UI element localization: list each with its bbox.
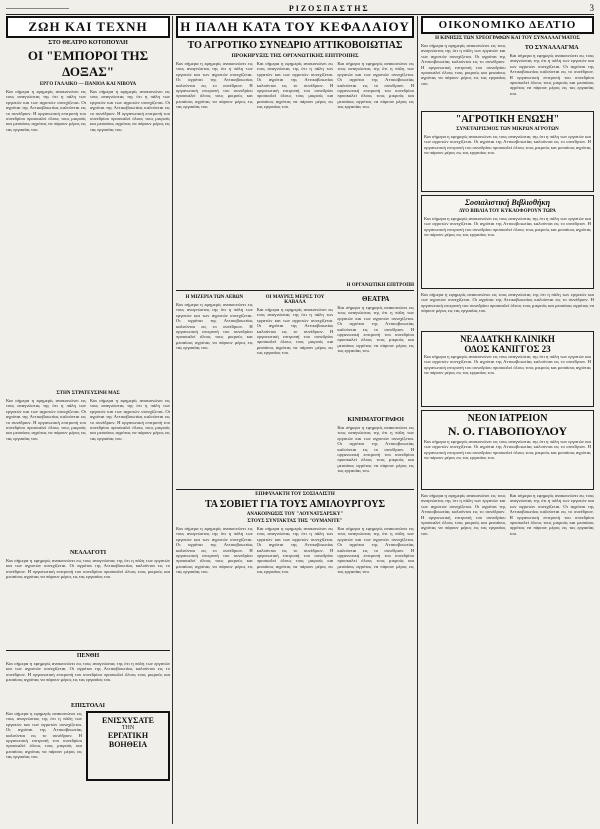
ad-iatreion: [421, 410, 594, 490]
right-bottom-text-1: Και σήμερα η εφημερίς ανακοινώνει εις τους αναγνώστας της ότι η πάλη των εργατών και των αγροτών συνεχίζεται. Οι αγρόται της Αττικοβοιωτίας καλούνται εις το συνέδριον. Η οργανωτική επιτροπή του συνεδρίου προσκαλεί όλους τους μικρούς και μεσαίους αγρότας να πάρουν μέρος εις τας εργασίας του.: [421, 493, 506, 536]
ad-clinic-sub: ΟΔΟΣ ΚΑΝΙΓΓΟΣ 23: [464, 344, 551, 354]
neagoti-text: Και σήμερα η εφημερίς ανακοινώνει εις τους αναγνώστας της ότι η πάλη των εργατών και των αγροτών συνεχίζεται. Οι αγρόται της Αττικοβοιωτίας καλούνται εις το συνέδριον. Η οργανωτική επιτροπή του συνεδρίου προσκαλεί όλους τους μικρούς και μεσαίους αγρότας να πάρουν μέρος εις τας εργασίας του.: [6, 558, 170, 580]
left-headline: ΟΙ "ΕΜΠΟΡΟΙ ΤΗΣ ΔΟΞΑΣ": [27, 48, 149, 79]
left-byline: ΕΡΓΟ ΓΑΛΛΙΚΟ — ΠΑΝΙΟΛ ΚΑΙ ΝΙΒΟΥΑ: [39, 82, 137, 87]
ad-clinic: [421, 331, 594, 407]
right-subhead: Η ΚΙΝΗΣΙΣ ΤΩΝ ΧΡΕΟΓΡΑΦΩΝ ΚΑΙ ΤΟΥ ΣΥΝΑΛΛΑΓΜΑΤΟΣ: [435, 36, 580, 41]
center-text-1: Και σήμερα η εφημερίς ανακοινώνει εις τους αναγνώστας της ότι η πάλη των εργατών και των αγροτών συνεχίζεται. Οι αγρόται της Αττικοβοιωτίας καλούνται εις το συνέδριον. Η οργανωτική επιτροπή του συνεδρίου προσκαλεί όλους τους μικρούς και μεσαίους αγρότας να πάρουν μέρος εις τας εργασίας του.: [176, 61, 253, 110]
center-text-3: Και σήμερα η εφημερίς ανακοινώνει εις τους αναγνώστας της ότι η πάλη των εργατών και των αγροτών συνεχίζεται. Οι αγρόται της Αττικοβοιωτίας καλούνται εις το συνέδριον. Η οργανωτική επιτροπή του συνεδρίου προσκαλεί όλους τους μικρούς και μεσαίους αγρότας να πάρουν μέρος εις τας εργασίας του.: [337, 61, 415, 110]
divider-right: [417, 16, 418, 824]
ad-library-title: Σοσιαλιστική Βιβλιοθήκη: [464, 198, 550, 207]
left-section-header: ΖΩΗ ΚΑΙ ΤΕΧΝΗ: [6, 16, 170, 38]
ad-library-text: Και σήμερα η εφημερίς ανακοινώνει εις τους αναγνώστας της ότι η πάλη των εργατών και των αγροτών συνεχίζεται. Οι αγρόται της Αττικοβοιωτίας καλούνται εις το συνέδριον. Η οργανωτική επιτροπή του συνεδρίου προσκαλεί όλους τους μικρούς και μεσαίους αγρότας να πάρουν μέρος εις τας εργασίας του.: [424, 216, 591, 238]
left-rule: [6, 650, 170, 651]
ad-library: [421, 195, 594, 289]
ad-agrotiki-title: "ΑΓΡΟΤΙΚΗ ΕΝΩΣΗ": [455, 114, 560, 125]
ad-iatreion-text: Και σήμερα η εφημερίς ανακοινώνει εις τους αναγνώστας της ότι η πάλη των εργατών και των αγροτών συνεχίζεται. Οι αγρόται της Αττικοβοιωτίας καλούνται εις το συνέδριον. Η οργανωτική επιτροπή του συνεδρίου προσκαλεί όλους τους μικρούς και μεσαίους αγρότας να πάρουν μέρος εις τας εργασίας του.: [424, 439, 591, 461]
story3-text: Και σήμερα η εφημερίς ανακοινώνει εις τους αναγνώστας της ότι η πάλη των εργατών και των αγροτών συνεχίζεται. Οι αγρόται της Αττικοβοιωτίας καλούνται εις το συνέδριον. Η οργανωτική επιτροπή του συνεδρίου προσκαλεί όλους τους μικρούς και μεσαίους αγρότας να πάρουν μέρος εις τας εργασίας του.: [256, 307, 334, 356]
support-ad-line3: ΕΡΓΑΤΙΚΗ: [107, 731, 149, 740]
poem-title: ΣΤΗΝ ΣΤΡΑΤΕΥΣΙΝΗ ΜΑΣ: [56, 391, 120, 396]
left-column: [6, 16, 170, 821]
sports-text: Και σήμερα η εφημερίς ανακοινώνει εις τους αναγνώστας της ότι η πάλη των εργατών και των αγροτών συνεχίζεται. Οι αγρόται της Αττικοβοιωτίας καλούνται εις το συνέδριον. Η οργανωτική επιτροπή του συνεδρίου προσκαλεί όλους τους μικρούς και μεσαίους αγρότας να πάρουν μέρος εις τας εργασίας του.: [6, 661, 170, 683]
bottom-subhead2: ΣΤΟΥΣ ΣΥΝΤΑΚΤΑΣ ΤΗΣ "ΟΥΜΑΝΙΤΕ": [247, 519, 343, 524]
center-rule-1: [176, 290, 414, 291]
left-article: [6, 89, 170, 389]
right-finance-text: [421, 43, 594, 108]
right-section-header: ΟΙΚΟΝΟΜΙΚΟ ΔΕΛΤΙΟ: [421, 16, 594, 34]
finance-text-1: Και σήμερα η εφημερίς ανακοινώνει εις τους αναγνώστας της ότι η πάλη των εργατών και των αγροτών συνεχίζεται. Οι αγρόται της Αττικοβοιωτίας καλούνται εις το συνέδριον. Η οργανωτική επιτροπή του συνεδρίου προσκαλεί όλους τους μικρούς και μεσαίους αγρότας να πάρουν μέρος εις τας εργασίας του.: [421, 43, 506, 86]
center-column: [176, 16, 414, 621]
letters-header: ΕΠΙΣΤΟΛΑΙ: [70, 703, 106, 709]
support-ad-line1: ΕΝΙΣΧΥΣΑΤΕ: [102, 716, 154, 725]
center-signature: Η ΟΡΓΑΝΩΤΙΚΗ ΕΠΙΤΡΟΠΗ: [346, 283, 414, 288]
center-rule-2: [176, 489, 414, 490]
left-bottom: [6, 711, 170, 821]
left-lower-text-1: Και σήμερα η εφημερίς ανακοινώνει εις τους αναγνώστας της ότι η πάλη των εργατών και των αγροτών συνεχίζεται. Οι αγρόται της Αττικοβοιωτίας καλούνται εις το συνέδριον. Η οργανωτική επιτροπή του συνεδρίου προσκαλεί όλους τους μικρούς και μεσαίους αγρότας να πάρουν μέρος εις τας εργασίας του.: [6, 398, 86, 441]
story3-title: ΟΙ ΜΑΥΡΕΣ ΜΕΡΕΣ ΤΟΥ ΚΑΒΑΛΑ: [265, 295, 325, 305]
left-kicker: ΣΤΟ ΘΕΑΤΡΟ ΚΟΤΟΠΟΥΛΗ: [48, 40, 128, 46]
ad-iatreion-name: Ν. Ο. ΓΙΑΒΟΠΟΥΛΟΥ: [447, 424, 568, 438]
left-bottom-text: Και σήμερα η εφημερίς ανακοινώνει εις τους αναγνώστας της ότι η πάλη των εργατών και των αγροτών συνεχίζεται. Οι αγρόται της Αττικοβοιωτίας καλούνται εις το συνέδριον. Η οργανωτική επιτροπή του συνεδρίου προσκαλεί όλους τους μικρούς και μεσαίους αγρότας να πάρουν μέρος εις τας εργασίας του.: [6, 711, 82, 760]
left-article-text-1: Και σήμερα η εφημερίς ανακοινώνει εις τους αναγνώστας της ότι η πάλη των εργατών και των αγροτών συνεχίζεται. Οι αγρόται της Αττικοβοιωτίας καλούνται εις το συνέδριον. Η οργανωτική επιτροπή του συνεδρίου προσκαλεί όλους τους μικρούς και μεσαίους αγρότας να πάρουν μέρος εις τας εργασίας του.: [6, 89, 86, 132]
ad-library-sub: ΔΥΟ ΒΙΒΛΙΑ ΤΟΥ ΚΥΚΛΟΦΟΡΟΥΝ ΤΩΡΑ: [459, 209, 556, 214]
divider-left: [172, 16, 173, 824]
cinema-header: ΚΙΝΗΜΑΤΟΓΡΑΦΟΙ: [347, 417, 404, 423]
bottom-subhead: ΑΝΑΚΟΙΝΩΣΙΣ ΤΟΥ "ΛΟΥΝΑΤΣΑΡΣΚΥ": [246, 512, 344, 517]
ad-agrotiki: [421, 111, 594, 192]
bottom-text-2: Και σήμερα η εφημερίς ανακοινώνει εις τους αναγνώστας της ότι η πάλη των εργατών και των αγροτών συνεχίζεται. Οι αγρόται της Αττικοβοιωτίας καλούνται εις το συνέδριον. Η οργανωτική επιτροπή του συνεδρίου προσκαλεί όλους τους μικρούς και μεσαίους αγρότας να πάρουν μέρος εις τας εργασίας του.: [256, 526, 334, 575]
fx-text: Και σήμερα η εφημερίς ανακοινώνει εις τους αναγνώστας της ότι η πάλη των εργατών και των αγροτών συνεχίζεται. Οι αγρόται της Αττικοβοιωτίας καλούνται εις το συνέδριον. Η οργανωτική επιτροπή του συνεδρίου προσκαλεί όλους τους μικρούς και μεσαίους αγρότας να πάρουν μέρος εις τας εργασίας του.: [509, 53, 594, 96]
ad-clinic-title: ΝΕΑ ΔΑΤΚΗ ΚΛΙΝΙΚΗ: [460, 334, 555, 344]
support-ad-line2: ΤΗΝ: [121, 725, 135, 731]
sports-header: ΠΕΝΘΗ: [76, 653, 100, 659]
left-lower-text-2: Και σήμερα η εφημερίς ανακοινώνει εις τους αναγνώστας της ότι η πάλη των εργατών και των αγροτών συνεχίζεται. Οι αγρόται της Αττικοβοιωτίας καλούνται εις το συνέδριον. Η οργανωτική επιτροπή του συνεδρίου προσκαλεί όλους τους μικρούς και μεσαίους αγρότας να πάρουν μέρος εις τας εργασίας του.: [90, 398, 170, 441]
center-headline: ΤΟ ΑΓΡΟΤΙΚΟ ΣΥΝΕΔΡΙΟ ΑΤΤΙΚΟΒΟΙΩΤΙΑΣ: [187, 40, 403, 51]
theatre-text: Και σήμερα η εφημερίς ανακοινώνει εις τους αναγνώστας της ότι η πάλη των εργατών και των αγροτών συνεχίζεται. Οι αγρόται της Αττικοβοιωτίας καλούνται εις το συνέδριον. Η οργανωτική επιτροπή του συνεδρίου προσκαλεί όλους τους μικρούς και μεσαίους αγρότας να πάρουν μέρος εις τας εργασίας του.: [337, 305, 415, 354]
support-ad-box: [86, 711, 170, 781]
support-ad-line4: ΒΟΗΘΕΙΑ: [108, 740, 148, 749]
story2-title: Η ΜΙΖΕΡΙΑ ΤΩΝ ΛΕΒΩΝ: [185, 295, 244, 300]
notice-text: Και σήμερα η εφημερίς ανακοινώνει εις τους αναγνώστας της ότι η πάλη των εργατών και των αγροτών συνεχίζεται. Οι αγρόται της Αττικοβοιωτίας καλούνται εις το συνέδριον. Η οργανωτική επιτροπή του συνεδρίου προσκαλεί όλους τους μικρούς και μεσαίους αγρότας να πάρουν μέρος εις τας εργασίας του.: [421, 292, 594, 314]
right-bottom-text: [421, 493, 594, 583]
neagoti-header: ΝΕΑΛΑΓΟΤΙ: [69, 550, 107, 556]
bottom-headline: ΤΑ ΣΟΒΙΕΤ ΓΙΑ ΤΟΥΣ ΑΜΙΛΟΥΡΓΟΥΣ: [205, 499, 385, 510]
cinema-text: Και σήμερα η εφημερίς ανακοινώνει εις τους αναγνώστας της ότι η πάλη των εργατών και των αγροτών συνεχίζεται. Οι αγρόται της Αττικοβοιωτίας καλούνται εις το συνέδριον. Η οργανωτική επιτροπή του συνεδρίου προσκαλεί όλους τους μικρούς και μεσαίους αγρότας να πάρουν μέρος εις τας εργασίας του.: [337, 425, 415, 474]
center-lower-stories: [176, 293, 414, 487]
right-column: [421, 16, 594, 583]
page-number: 3: [589, 3, 594, 13]
left-article-text-2: Και σήμερα η εφημερίς ανακοινώνει εις τους αναγνώστας της ότι η πάλη των εργατών και των αγροτών συνεχίζεται. Οι αγρόται της Αττικοβοιωτίας καλούνται εις το συνέδριον. Η οργανωτική επιτροπή του συνεδρίου προσκαλεί όλους τους μικρούς και μεσαίους αγρότας να πάρουν μέρος εις τας εργασίας του.: [90, 89, 170, 132]
center-article: [176, 61, 414, 281]
masthead: [6, 2, 594, 15]
story2-text: Και σήμερα η εφημερίς ανακοινώνει εις τους αναγνώστας της ότι η πάλη των εργατών και των αγροτών συνεχίζεται. Οι αγρόται της Αττικοβοιωτίας καλούνται εις το συνέδριον. Η οργανωτική επιτροπή του συνεδρίου προσκαλεί όλους τους μικρούς και μεσαίους αγρότας να πάρουν μέρος εις τας εργασίας του.: [176, 302, 253, 351]
masthead-left-rule: ———————: [6, 3, 69, 13]
fx-header: ΤΟ ΣΥΝΑΛΛΑΓΜΑ: [524, 45, 579, 51]
theatre-header: ΘΕΑΤΡΑ: [361, 295, 390, 303]
masthead-title: ΡΙΖΟΣΠΑΣΤΗΣ: [288, 3, 370, 13]
center-subhead: ΠΡΟΚΗΡΥΞΙΣ ΤΗΣ ΟΡΓΑΝΩΤΙΚΗΣ ΕΠΙΤΡΟΠΗΣ: [231, 53, 359, 59]
left-article-lower: [6, 398, 170, 548]
center-bottom-article: [176, 526, 414, 621]
bottom-banner: ΕΠΙΦΥΛΑΚΤΗ ΤΟΥ ΣΟΣΙΑΛΙΣΤΗ: [255, 492, 335, 497]
ad-agrotiki-sub: ΣΥΝΕΤΑΙΡΙΣΜΟΣ ΤΩΝ ΜΙΚΡΩΝ ΑΓΡΟΤΩΝ: [456, 127, 559, 132]
ad-agrotiki-text: Και σήμερα η εφημερίς ανακοινώνει εις τους αναγνώστας της ότι η πάλη των εργατών και των αγροτών συνεχίζεται. Οι αγρόται της Αττικοβοιωτίας καλούνται εις το συνέδριον. Η οργανωτική επιτροπή του συνεδρίου προσκαλεί όλους τους μικρούς και μεσαίους αγρότας να πάρουν μέρος εις τας εργασίας του.: [424, 134, 591, 156]
right-bottom-text-2: Και σήμερα η εφημερίς ανακοινώνει εις τους αναγνώστας της ότι η πάλη των εργατών και των αγροτών συνεχίζεται. Οι αγρόται της Αττικοβοιωτίας καλούνται εις το συνέδριον. Η οργανωτική επιτροπή του συνεδρίου προσκαλεί όλους τους μικρούς και μεσαίους αγρότας να πάρουν μέρος εις τας εργασίας του.: [509, 493, 594, 536]
center-text-2: Και σήμερα η εφημερίς ανακοινώνει εις τους αναγνώστας της ότι η πάλη των εργατών και των αγροτών συνεχίζεται. Οι αγρόται της Αττικοβοιωτίας καλούνται εις το συνέδριον. Η οργανωτική επιτροπή του συνεδρίου προσκαλεί όλους τους μικρούς και μεσαίους αγρότας να πάρουν μέρος εις τας εργασίας του.: [256, 61, 334, 110]
bottom-text-3: Και σήμερα η εφημερίς ανακοινώνει εις τους αναγνώστας της ότι η πάλη των εργατών και των αγροτών συνεχίζεται. Οι αγρόται της Αττικοβοιωτίας καλούνται εις το συνέδριον. Η οργανωτική επιτροπή του συνεδρίου προσκαλεί όλους τους μικρούς και μεσαίους αγρότας να πάρουν μέρος εις τας εργασίας του.: [337, 526, 415, 575]
ad-clinic-text: Και σήμερα η εφημερίς ανακοινώνει εις τους αναγνώστας της ότι η πάλη των εργατών και των αγροτών συνεχίζεται. Οι αγρόται της Αττικοβοιωτίας καλούνται εις το συνέδριον. Η οργανωτική επιτροπή του συνεδρίου προσκαλεί όλους τους μικρούς και μεσαίους αγρότας να πάρουν μέρος εις τας εργασίας του.: [424, 354, 591, 376]
ad-iatreion-title: ΝΕΟΝ ΙΑΤΡΕΙΟΝ: [467, 413, 548, 424]
bottom-text-1: Και σήμερα η εφημερίς ανακοινώνει εις τους αναγνώστας της ότι η πάλη των εργατών και των αγροτών συνεχίζεται. Οι αγρόται της Αττικοβοιωτίας καλούνται εις το συνέδριον. Η οργανωτική επιτροπή του συνεδρίου προσκαλεί όλους τους μικρούς και μεσαίους αγρότας να πάρουν μέρος εις τας εργασίας του.: [176, 526, 253, 575]
center-banner: Η ΠΑΛΗ ΚΑΤΑ ΤΟΥ ΚΕΦΑΛΑΙΟΥ: [176, 16, 414, 38]
